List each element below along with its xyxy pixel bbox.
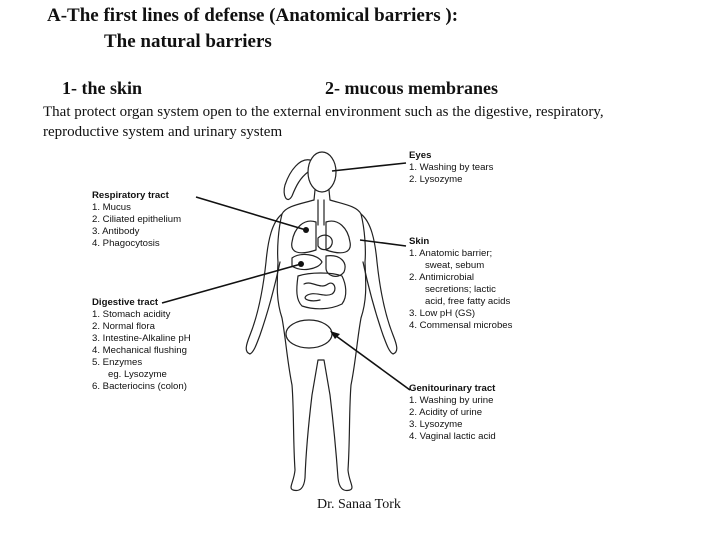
digestive-tract-title: Digestive tract: [92, 297, 159, 308]
pointer-line-skin: [360, 240, 406, 246]
pointer-line-genitourinary: [332, 333, 410, 390]
skin-item: 1. Anatomic barrier;: [409, 248, 493, 259]
eyes-title: Eyes: [409, 150, 432, 161]
digestive-tract-label-group: [92, 297, 191, 393]
skin-item: 2. Antimicrobial: [409, 272, 475, 283]
genitourinary-title: Genitourinary tract: [409, 383, 496, 394]
respiratory-item: 3. Antibody: [92, 226, 140, 237]
skin-item: acid, free fatty acids: [425, 296, 511, 307]
digestive-item: 3. Intestine-Alkaline pH: [92, 333, 191, 344]
genitourinary-item: 2. Acidity of urine: [409, 407, 483, 418]
respiratory-item: 4. Phagocytosis: [92, 238, 160, 249]
heading-line-2: The natural barriers: [104, 31, 272, 52]
pointer-dot-respiratory: [303, 227, 309, 233]
skin-title: Skin: [409, 236, 430, 247]
skin-label-group: [409, 236, 512, 332]
respiratory-tract-title: Respiratory tract: [92, 190, 169, 201]
barrier-item-mucous-membranes: 2- mucous membranes: [325, 78, 498, 98]
digestive-item: 2. Normal flora: [92, 321, 155, 332]
digestive-item: 6. Bacteriocins (colon): [92, 381, 187, 392]
eyes-item: 2. Lysozyme: [409, 174, 463, 185]
author-credit: Dr. Sanaa Tork: [317, 497, 401, 512]
heart-outline: [318, 235, 332, 250]
genitourinary-label-group: [409, 383, 496, 443]
respiratory-item: 1. Mucus: [92, 202, 131, 213]
skin-item: sweat, sebum: [425, 260, 485, 271]
eyes-item: 1. Washing by tears: [409, 162, 494, 173]
respiratory-item: 2. Ciliated epithelium: [92, 214, 182, 225]
pointer-line-eyes: [332, 163, 406, 171]
ponytail-outline: [284, 160, 310, 200]
right-arm-outline: [361, 214, 397, 354]
digestive-item: 4. Mechanical flushing: [92, 345, 187, 356]
intestines-outline: [297, 273, 346, 309]
digestive-item: eg. Lysozyme: [108, 369, 167, 380]
head-outline: [308, 152, 336, 192]
skin-item: secretions; lactic: [425, 284, 496, 295]
skin-item: 3. Low pH (GS): [409, 308, 476, 319]
left-arm-outline: [246, 214, 282, 354]
heading-line-1: A-The first lines of defense (Anatomical barriers ):: [47, 5, 459, 26]
digestive-item: 5. Enzymes: [92, 357, 143, 368]
digestive-item: 1. Stomach acidity: [92, 309, 171, 320]
left-lung-outline: [292, 221, 316, 253]
description-text: That protect organ system open to the external environment such as the digestive, respiratory, reproductive system and urinary system: [43, 104, 604, 140]
genitourinary-item: 3. Lysozyme: [409, 419, 463, 430]
bladder-outline: [286, 320, 332, 348]
pointer-dot-digestive: [298, 261, 304, 267]
liver-outline: [292, 255, 322, 270]
respiratory-tract-label-group: [92, 190, 181, 250]
barrier-item-skin: 1- the skin: [62, 78, 143, 98]
eyes-label-group: [409, 150, 493, 186]
skin-item: 4. Commensal microbes: [409, 320, 513, 331]
trachea-outline: [318, 200, 324, 225]
pointer-line-respiratory: [196, 197, 306, 230]
genitourinary-item: 1. Washing by urine: [409, 395, 494, 406]
genitourinary-item: 4. Vaginal lactic acid: [409, 431, 496, 442]
